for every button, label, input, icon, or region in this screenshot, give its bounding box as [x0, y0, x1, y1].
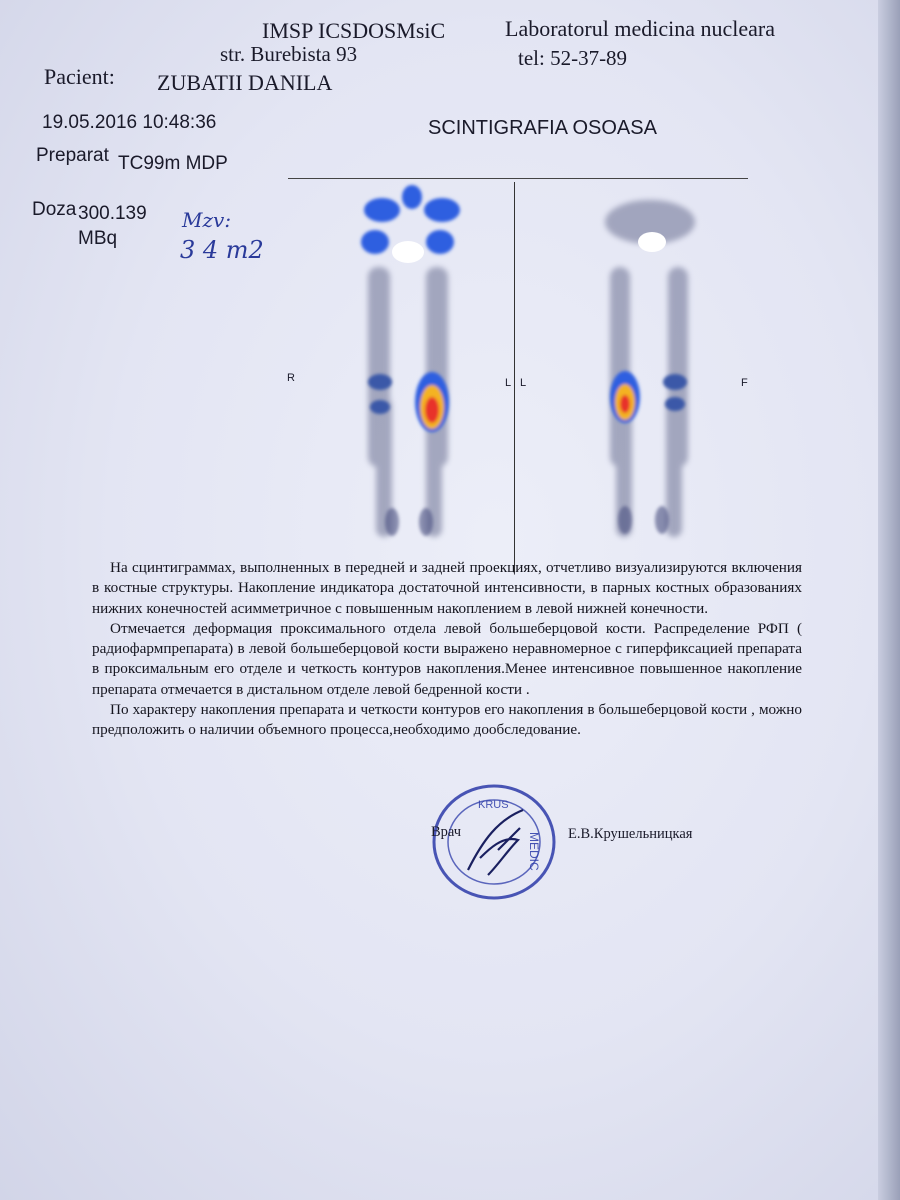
- dose-unit: MBq: [78, 228, 118, 249]
- patient-name: ZUBATII DANILA: [157, 70, 333, 95]
- stamp-top-text: KRUS: [478, 799, 509, 811]
- report-paragraph-2: Отмечается деформация проксимального отдела левой большеберцовой кости. Распределение РФП ( радиофармпрепарата) в левой большеберцовой кости выражено неравномерное с гиперфиксацией препарата в проксимальным его отделе и четкость контуров накопления.Менее интенсивное повышенное накопление препарата отмечается в дистальном отделе левой бедренной кости .: [92, 619, 802, 698]
- signature-scribble: [468, 810, 523, 875]
- page-edge-shadow: [878, 0, 900, 1200]
- report-text: [92, 558, 802, 741]
- lab-phone: tel: 52-37-89: [518, 46, 628, 70]
- posterior-scintigram: [570, 182, 750, 572]
- bladder-mask: [392, 241, 424, 263]
- patient-label: Pacient:: [44, 64, 115, 89]
- scan-label-l2: L: [520, 377, 527, 389]
- bladder-mask-posterior: [638, 232, 666, 252]
- institution-address: str. Burebista 93: [220, 42, 358, 66]
- anterior-scintigram: [330, 182, 510, 572]
- dose-value: 300.139: [78, 203, 147, 224]
- scan-label-r: R: [287, 372, 295, 384]
- exam-datetime: 19.05.2016 10:48:36: [42, 112, 217, 133]
- scan-label-f: F: [741, 377, 748, 389]
- lab-name: Laboratorul medicina nucleara: [505, 16, 775, 41]
- doctor-name: Е.В.Крушельницкая: [568, 826, 693, 842]
- preparation-label: Preparat: [36, 145, 109, 166]
- dose-label: Doza: [32, 199, 77, 220]
- report-paragraph-3: По характеру накопления препарата и четкости контуров его накопления в большеберцовой кости , можно предположить о наличии объемного процесса,необходимо дообследование.: [92, 701, 802, 739]
- report-paragraph-1: На сцинтиграммах, выполненных в передней и задней проекциях, отчетливо визуализируются включения в костные структуры. Накопление индикатора достаточной интенсивности, в парных костных образованиях нижних конечностей асимметричное с повышенным накоплением в левой нижней конечности.: [92, 559, 802, 617]
- preparation-value: TC99m MDP: [118, 153, 228, 174]
- doctor-stamp: [428, 780, 563, 905]
- handwritten-label: Mzv:: [182, 208, 232, 232]
- signature-label: Врач: [431, 824, 462, 840]
- stamp-side-text: MEDIC: [527, 832, 541, 871]
- institution-name: IMSP ICSDOSMsiC: [262, 18, 446, 43]
- scan-top-rule: [288, 178, 748, 179]
- handwritten-value: 3 4 m2: [180, 236, 264, 264]
- exam-title: SCINTIGRAFIA OSOASA: [428, 117, 657, 139]
- scan-divider: [514, 182, 515, 572]
- scan-label-l1: L: [505, 377, 512, 389]
